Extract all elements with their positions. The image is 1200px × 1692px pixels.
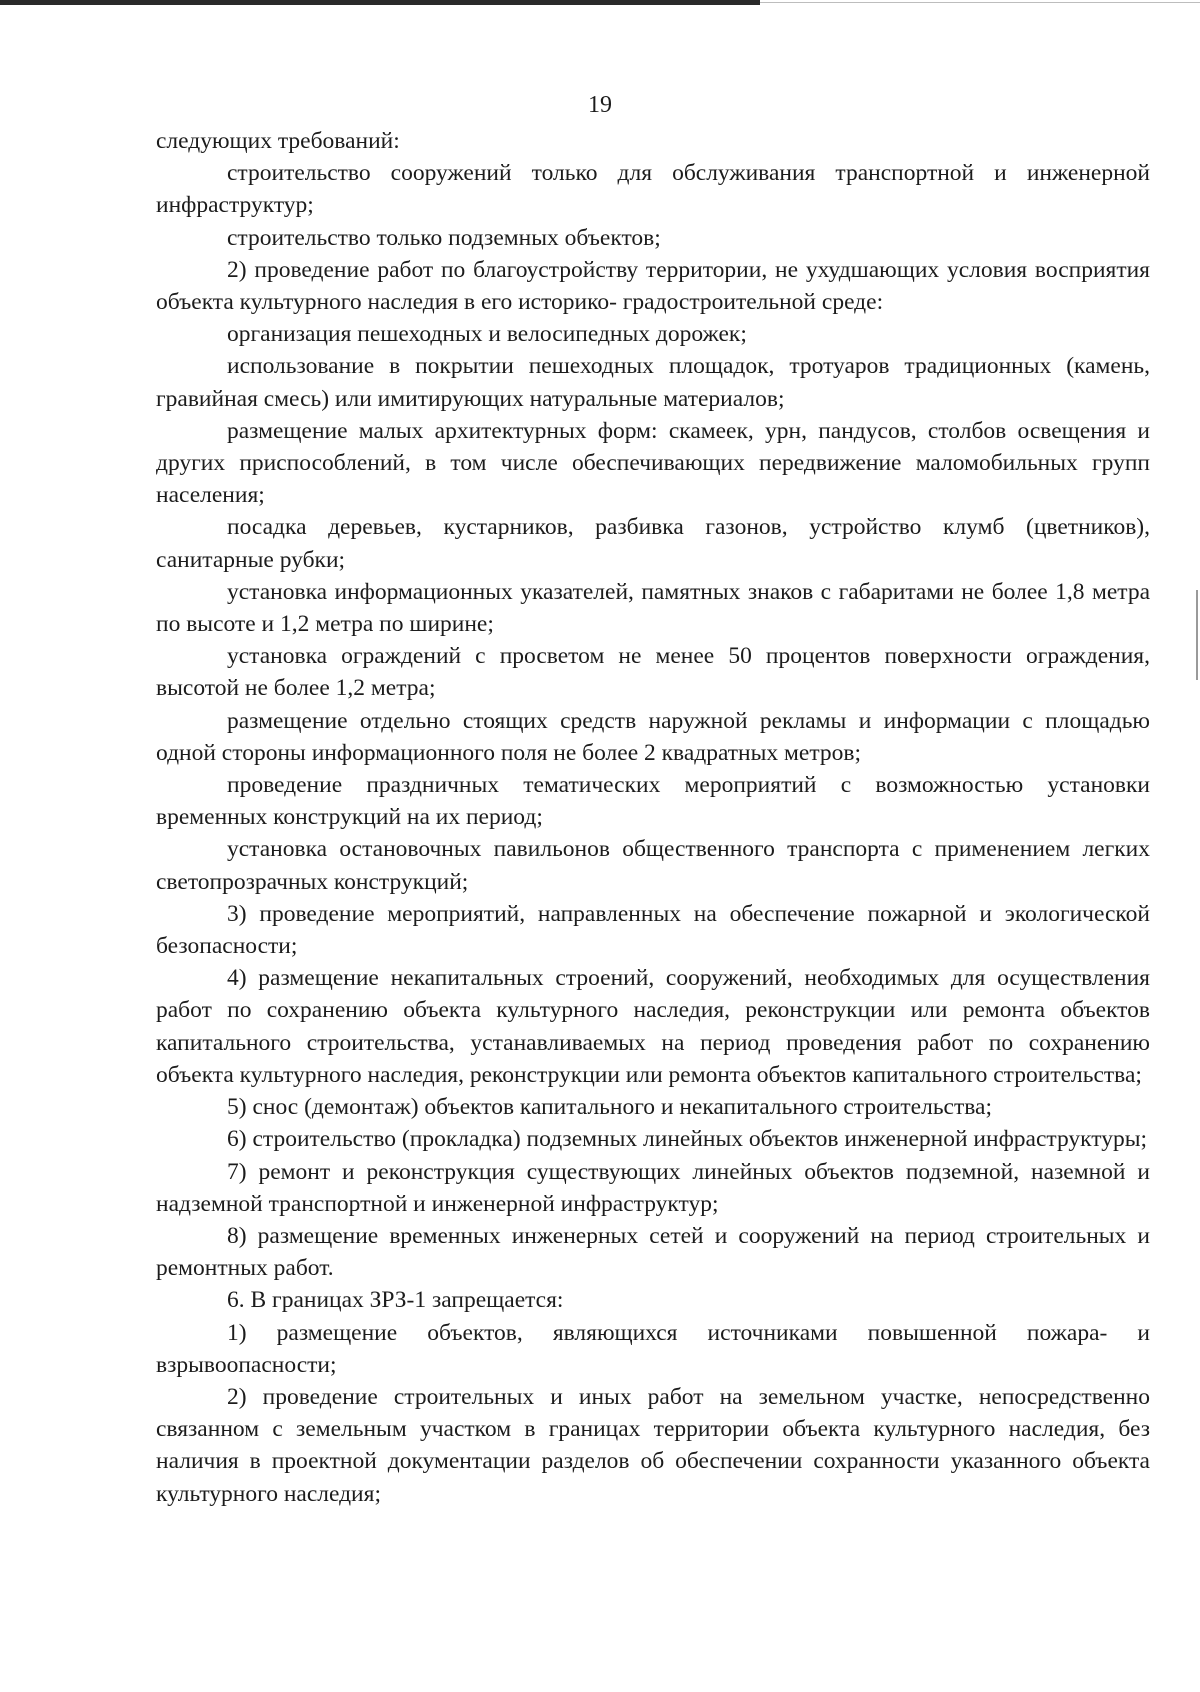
paragraph: проведение праздничных тематических мероприятий с возможностью установки временных конструкций на их период; <box>156 772 1150 831</box>
paragraph: строительство только подземных объектов; <box>227 224 661 251</box>
paragraph: размещение малых архитектурных форм: скамеек, урн, пандусов, столбов освещения и других приспособлений, в том числе обеспечивающих передвижение маломобильных групп населения; <box>156 417 1150 509</box>
paragraph: 5) снос (демонтаж) объектов капитального и некапитального строительства; <box>227 1094 992 1121</box>
paragraph: установка информационных указателей, памятных знаков с габаритами не более 1,8 метра по высоте и 1,2 метра по ширине; <box>156 578 1150 638</box>
paragraph: 2) проведение строительных и иных работ на земельном участке, непосредственно связанном с земельным участком в границах территории объекта культурного наследия, без наличия в проектной документации разделов об обеспечении сохранности указанного объекта культурного наследия; <box>156 1383 1150 1507</box>
paragraph: 2) проведение работ по благоустройству территории, не ухудшающих условия восприятия объекта культурного наследия в его историко- градостроительной среде: <box>156 256 1150 316</box>
paragraph: установка остановочных павильонов общественного транспорта с применением легких светопрозрачных конструкций; <box>156 836 1150 895</box>
paragraph: 8) размещение временных инженерных сетей и сооружений на период строительных и ремонтных работ. <box>156 1222 1150 1282</box>
paragraph: строительство сооружений только для обслуживания транспортной и инженерной инфраструктур; <box>156 160 1150 219</box>
paragraph: организация пешеходных и велосипедных дорожек; <box>227 321 747 348</box>
paragraph: 7) ремонт и реконструкция существующих линейных объектов подземной, наземной и надземной транспортной и инженерной инфраструктур; <box>156 1158 1150 1217</box>
paragraph: следующих требований: <box>156 128 400 154</box>
paragraph: посадка деревьев, кустарников, разбивка газонов, устройство клумб (цветников), санитарные рубки; <box>156 514 1150 573</box>
paragraph: 6) строительство (прокладка) подземных линейных объектов инженерной инфраструктуры; <box>227 1126 1148 1153</box>
scan-top-edge <box>0 0 760 5</box>
paragraph: 4) размещение некапитальных строений, сооружений, необходимых для осуществления работ по сохранению объекта культурного наследия, реконструкции или ремонта объектов капитального строительства, устанавливаемых на период проведения работ по сохранению объекта культурного наследия, реконструкции или ремонта объектов капитального строительства; <box>156 965 1150 1088</box>
paragraph: размещение отдельно стоящих средств наружной рекламы и информации с площадью одной стороны информационного поля не более 2 квадратных метров; <box>156 707 1150 766</box>
paragraph: установка ограждений с просветом не менее 50 процентов поверхности ограждения, высотой не более 1,2 метра; <box>156 643 1150 702</box>
scan-top-edge-thin <box>760 2 1200 3</box>
paragraph: 3) проведение мероприятий, направленных на обеспечение пожарной и экологической безопасности; <box>156 900 1150 960</box>
page-number: 19 <box>588 92 612 118</box>
paragraph: 1) размещение объектов, являющихся источниками повышенной пожара- и взрывоопасности; <box>156 1319 1150 1378</box>
paragraph: 6. В границах ЗРЗ-1 запрещается: <box>227 1287 564 1314</box>
scan-right-mark <box>1196 590 1198 680</box>
paragraph: использование в покрытии пешеходных площадок, тротуаров традиционных (камень, гравийная смесь) или имитирующих натуральные материалов; <box>156 353 1150 412</box>
document-body <box>156 125 1150 1510</box>
